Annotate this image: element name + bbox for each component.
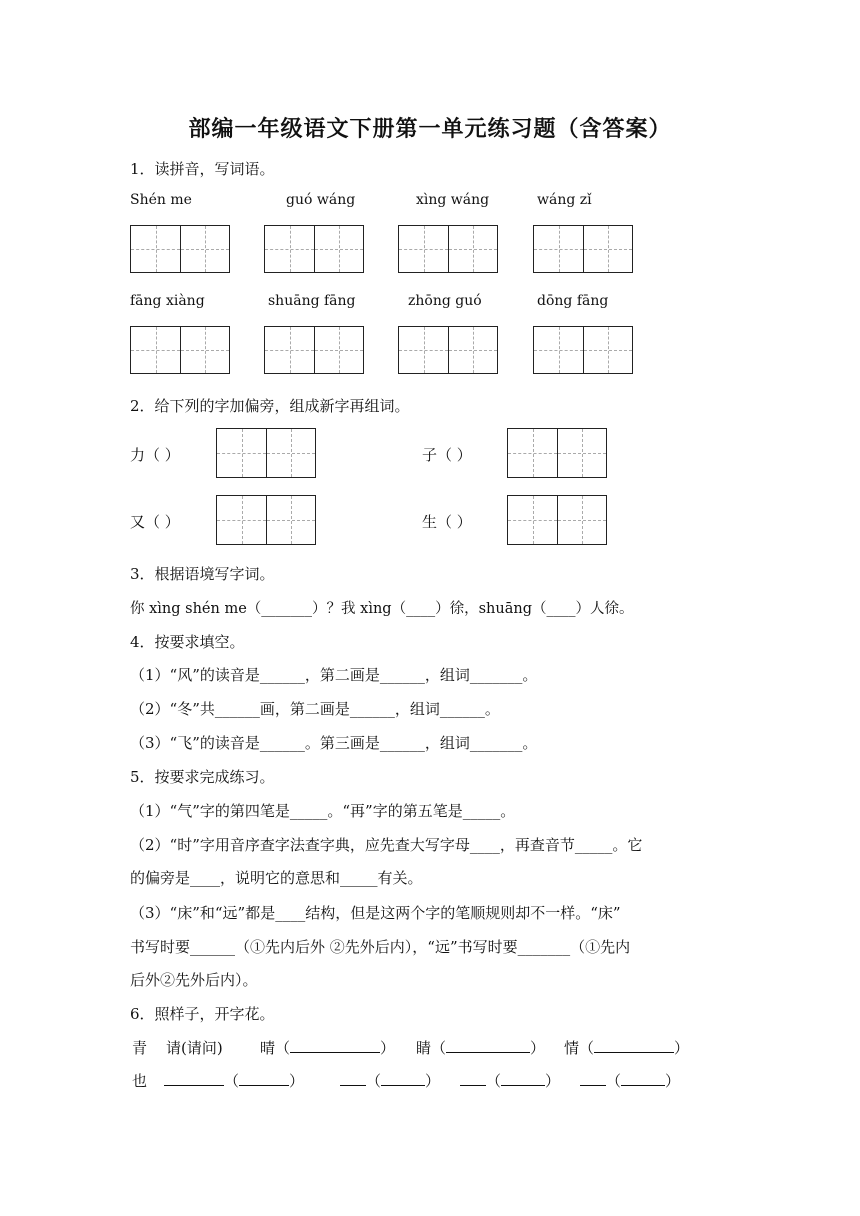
char-flower-item[interactable]: （ ） [340,1070,440,1091]
paren-close: ） [380,1039,396,1057]
radical-item: 生（ ） [422,513,472,531]
char-label: 情（ [564,1039,595,1057]
example-word: 请(请问) [166,1039,223,1057]
answer-blank[interactable] [239,1071,289,1086]
radical-item: 又（ ） [130,513,180,531]
question-2-heading: 2．给下列的字加偏旁，组成新字再组词。 [130,397,410,415]
fill-line: 后外②先外后内）。 [130,971,258,989]
pinyin-7: zhōng guó [408,293,482,309]
char-flower-item[interactable] [260,1037,395,1058]
fill-line: 书写时要______（①先内后外 ②先外后内），“远”书写时要_______（①先内 [130,938,631,956]
writing-grid[interactable] [264,225,364,273]
writing-grid[interactable] [216,495,316,545]
question-5-heading: 5．按要求完成练习。 [130,768,275,786]
page-title: 部编一年级语文下册第一单元练习题（含答案） [188,116,672,142]
writing-grid[interactable] [533,225,633,273]
pinyin-4: wáng zǐ [537,192,592,208]
char-flower-item[interactable]: （ ） [164,1070,304,1091]
pinyin-3: xìng wáng [416,192,490,208]
answer-blank[interactable] [580,1071,606,1086]
answer-blank[interactable] [164,1071,224,1086]
center-char: 也 [132,1072,148,1090]
pinyin-1: Shén me [130,192,192,208]
char-flower-item[interactable]: （ ） [460,1070,560,1091]
context-sentence: 你 xìng shén me（_______）？我 xìng（____）徐，shuāng（____）人徐。 [130,601,634,617]
question-4-heading: 4．按要求填空。 [130,633,245,651]
writing-grid[interactable] [264,326,364,374]
answer-blank[interactable] [290,1038,380,1053]
answer-blank[interactable] [621,1071,665,1086]
fill-line: （1）“风”的读音是______，第二画是______，组词_______。 [130,666,538,684]
writing-grid[interactable] [533,326,633,374]
writing-grid[interactable] [216,428,316,478]
answer-blank[interactable] [460,1071,486,1086]
writing-grid[interactable] [398,225,498,273]
fill-line: （2）“时”字用音序查字法查字典，应先查大写字母____，再查音节_____。它 [130,836,643,854]
writing-grid[interactable] [507,495,607,545]
paren-close: ） [674,1039,690,1057]
example-char: 青 [132,1039,148,1057]
question-6-heading: 6．照样子，开字花。 [130,1005,275,1023]
pinyin-8: dōng fāng [537,293,609,309]
fill-line: （1）“气”字的第四笔是_____。“再”字的第五笔是_____。 [130,802,516,820]
paren-close: ） [530,1039,546,1057]
char-flower-item[interactable] [416,1037,545,1058]
fill-line: （3）“飞”的读音是______。第三画是______，组词_______。 [130,734,538,752]
writing-grid[interactable] [507,428,607,478]
radical-item: 力（ ） [130,446,180,464]
writing-grid[interactable] [130,326,230,374]
char-flower-item[interactable] [564,1037,689,1058]
answer-blank[interactable] [594,1038,674,1053]
answer-blank[interactable] [340,1071,366,1086]
writing-grid[interactable] [130,225,230,273]
answer-blank[interactable] [501,1071,545,1086]
char-flower-item[interactable]: （ ） [580,1070,680,1091]
fill-line: 的偏旁是____，说明它的意思和_____有关。 [130,869,423,887]
pinyin-6: shuāng fāng [268,293,356,309]
answer-blank[interactable] [381,1071,425,1086]
char-label: 晴（ [260,1039,291,1057]
fill-line: （3）“床”和“远”都是____结构，但是这两个字的笔顺规则却不一样。“床” [130,904,621,922]
char-label: 睛（ [416,1039,447,1057]
pinyin-2: guó wáng [286,192,356,208]
pinyin-5: fāng xiàng [130,293,205,309]
question-3-heading: 3．根据语境写字词。 [130,565,275,583]
fill-line: （2）“冬”共______画，第二画是______，组词______。 [130,700,500,718]
answer-blank[interactable] [446,1038,530,1053]
writing-grid[interactable] [398,326,498,374]
radical-item: 子（ ） [422,446,472,464]
question-1-heading: 1．读拼音，写词语。 [130,160,275,178]
